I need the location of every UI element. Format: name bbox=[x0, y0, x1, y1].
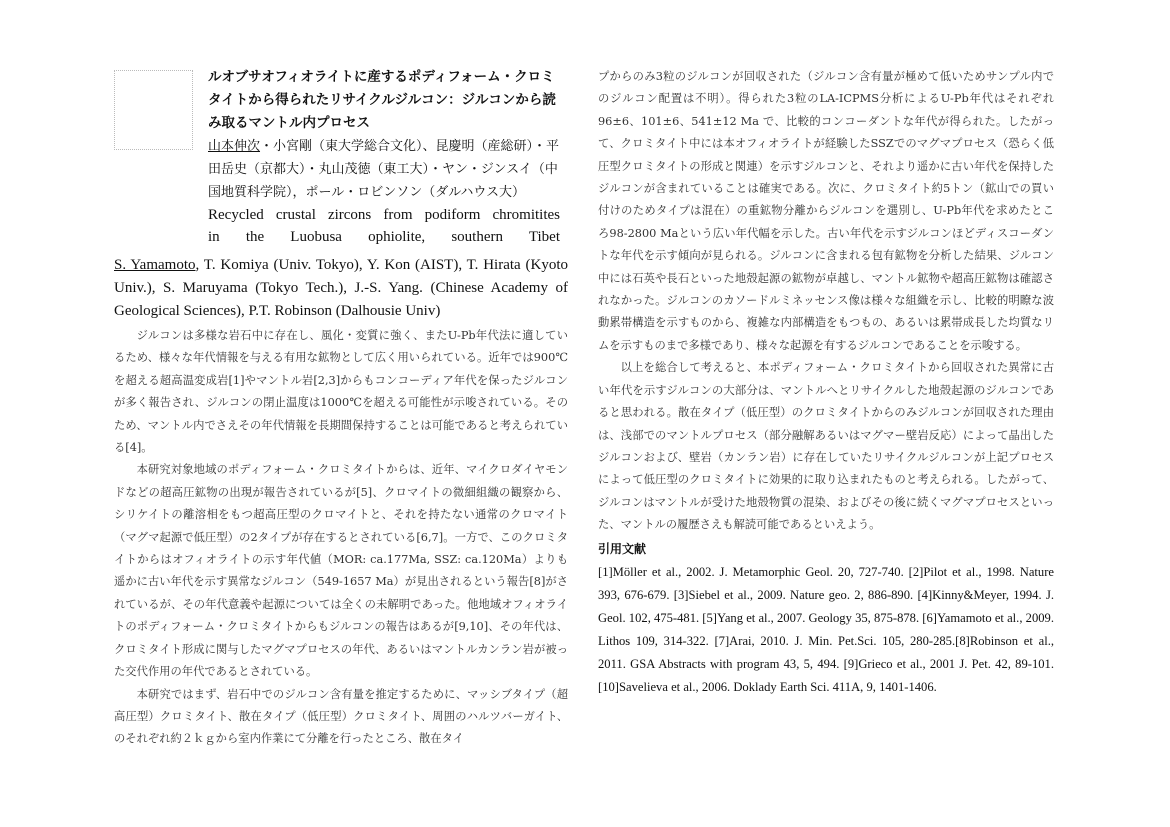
body-paragraph-1: ジルコンは多様な岩石中に存在し、風化・変質に強く、またU-Pb年代法に適しているため、様々な年代情報を与える有用な鉱物として広く用いられている。近年では900℃を超える超高温変成岩[1]やマントル岩[2,3]からもコンコーディア年代を保ったジルコンが多く報告され、ジルコンの閉止温度は1000℃を超える可能性が示唆されている。そのため、マントル内でさえその年代情報を長期間保持することは可能であると考えられている[4]。 bbox=[114, 329, 568, 455]
en-presenter: S. Yamamoto bbox=[114, 257, 196, 273]
references-list: [1]Möller et al., 2002. J. Metamorphic Geol. 20, 727-740. [2]Pilot et al., 1998. Nature 393, 676-679. [3]Siebel et al., 2009. Nature geo. 2, 886-890. [4]Kinny&Meyer, 1994. J. Geol. 102, 475-481. [5]Yang et al., 2007. Geology 35, 875-878. [6]Yamamoto et al., 2009. Lithos 109, 314-322. [7]Arai, 2010. J. Min. Pet.Sci. 105, 280-285.[8]Robinson et al., 2011. GSA Abstracts with program 43, 5, 494. [9]Grieco et al., 2001 J. Pet. 42, 89-101. [10]Savelieva et al., 2006. Doklady Earth Sci. 411A, 9, 1401-1406. bbox=[598, 564, 1054, 694]
references-title: 引用文献 bbox=[598, 541, 647, 556]
jp-authors bbox=[208, 135, 560, 204]
jp-title: ルオブサオフィオライトに産するポディフォーム・クロミタイトから得られたリサイクルジルコン：ジルコンから読み取るマントル内プロセス bbox=[208, 69, 556, 131]
en-title-line2: in the Luobusa ophiolite, southern Tibet bbox=[208, 229, 560, 245]
left-column bbox=[114, 66, 568, 751]
jp-coauthors: ・小宮剛（東大学総合文化）、昆慶明（産総研）・平田岳史（京都大）・丸山茂徳（東工大）・ヤン・ジンスイ（中国地質科学院），ポール・ロビンソン（ダルハウス大） bbox=[208, 139, 560, 200]
body-paragraph-3-continued: プからのみ3粒のジルコンが回収された（ジルコン含有量が極めて低いためサンプル内でのジルコン配置は不明）。得られた3粒のLA-ICPMS分析によるU-Pb年代はそれぞれ96±6、101±6、541±12 Ma で、比較的コンコーダントな年代が得られた。したがって、クロミタイト中には本オフィオライトが経験したSSZでのマグマプロセス（恐らく低圧型クロミタイトの形成と関連）を示すジルコンと、それより遥かに古い年代を保持したジルコンが含まれていることは確実である。次に、クロミタイト約5トン（鉱山での買い付けのためタイプは混在）の重鉱物分離からジルコンを選別し、U-Pb年代を求めたところ98-2800 Maという広い年代幅を示した。古い年代を示すジルコンほどディスコーダントな年代を示す傾向が見られる。ジルコンに含まれる包有鉱物を分析した結果、ジルコン中には石英や長石といった地殻起源の鉱物が卓越し、マントル鉱物や超高圧鉱物は確認されなかった。ジルコンのカソードルミネッセンス像は様々な組織を示し、比較的明瞭な波動累帯構造を示すものから、複雑な内部構造をもつもの、あるいは累帯成長した均質なリムを示すものまで多様であり、様々な起源を有するジルコンであることを示唆する。 bbox=[598, 70, 1054, 352]
logo-placeholder bbox=[114, 70, 193, 150]
body-paragraph-4: 以上を総合して考えると、本ポディフォーム・クロミタイトから回収された異常に古い年代を示すジルコンの大部分は、マントルへとリサイクルした地殻起源のジルコンであると思われる。散在タイプ（低圧型）のクロミタイトからのみジルコンが回収された理由は、浅部でのマントルプロセス（部分融解あるいはマグマー壁岩反応）によって晶出したジルコンおよび、壁岩（カンラン岩）に存在していたリサイクルジルコンが上記プロセスによって低圧型のクロミタイトに効果的に取り込まれたものと考えられる。したがって、ジルコンはマントルが受けた地殻物質の混染、およびその後に続くマグマプロセスといった、マントルの履歴さえも解読可能であるといえよう。 bbox=[598, 361, 1054, 532]
body-paragraph-3: 本研究ではまず、岩石中でのジルコン含有量を推定するために、マッシブタイプ（超高圧型）クロミタイト、散在タイプ（低圧型）クロミタイト、周囲のハルツバーガイト、のそれぞれ約２ｋｇから室内作業にて分離を行ったところ、散在タイ bbox=[114, 687, 568, 746]
abstract-header bbox=[114, 66, 568, 254]
en-title-line1: Recycled crustal zircons from podiform chromitites bbox=[208, 207, 560, 223]
en-authors bbox=[114, 254, 568, 323]
jp-presenter: 山本伸次 bbox=[208, 139, 261, 154]
body-paragraph-2: 本研究対象地域のポディフォーム・クロミタイトからは、近年、マイクロダイヤモンドなどの超高圧鉱物の出現が報告されているが[5]、クロマイトの微細組織の観察から、シリケイトの離溶相をもつ超高圧型のクロマイトと、それを持たない通常のクロマイト（マグマ起源で低圧型）の2タイプが存在するとされている[6,7]。一方で、このクロミタイトからはオフィオライトの示す年代値（MOR: ca.177Ma, SSZ: ca.120Ma）よりも遥かに古い年代を示す異常なジルコン（549-1657 Ma）が見出されるという報告[8]がされているが、その年代意義や起源については全くの未解明であった。他地域オフィオライトのポディフォーム・クロミタイトからもジルコンの報告はあるが[9,10]、その年代は、クロミタイト形成に関与したマグマプロセスの年代、あるいはマントルカンラン岩が被った交代作用の年代であるとされている。 bbox=[114, 463, 568, 679]
title-area bbox=[208, 66, 560, 248]
right-column bbox=[598, 66, 1054, 699]
en-coauthors: , T. Komiya (Univ. Tokyo), Y. Kon (AIST), T. Hirata (Kyoto Univ.), S. Maruyama (Tokyo Tech.), J.-S. Yang. (Chinese Academy of Geological Sciences), P.T. Robinson (Dalhousie Univ) bbox=[114, 257, 569, 319]
